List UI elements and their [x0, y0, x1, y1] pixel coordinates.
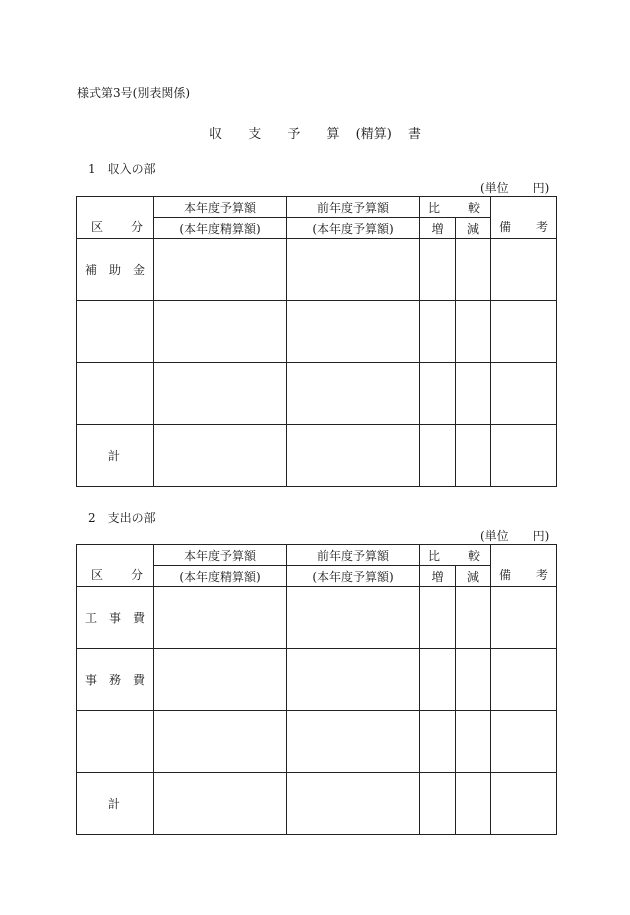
header-remarks — [491, 197, 557, 239]
header-current-settlement: (本年度精算額) — [154, 218, 287, 239]
cell-input[interactable] — [154, 587, 287, 649]
header-kubun-char: 分 — [130, 220, 143, 234]
table-row — [77, 301, 557, 363]
form-number: 様式第3号(別表関係) — [77, 86, 190, 100]
title-char: (精算) — [355, 127, 392, 142]
header-decrease: 減 — [456, 218, 491, 239]
income-table — [76, 196, 557, 487]
cell-input[interactable] — [456, 425, 491, 487]
table-row-total — [77, 425, 557, 487]
row-label-total: 計 — [77, 425, 154, 487]
header-comparison-char: 比 — [428, 548, 441, 563]
cell-input[interactable] — [154, 425, 287, 487]
header-kubun-char: 区 — [91, 220, 104, 234]
cell-input[interactable] — [456, 301, 491, 363]
cell-input[interactable] — [287, 711, 420, 773]
row-label-blank[interactable] — [77, 711, 154, 773]
header-remarks — [491, 545, 557, 587]
cell-input[interactable] — [420, 425, 456, 487]
unit-label: (単位 円) — [480, 181, 550, 195]
header-remarks-char: 考 — [535, 220, 548, 234]
title-char: 収 — [209, 127, 223, 142]
cell-input[interactable] — [154, 239, 287, 301]
header-kubun — [77, 545, 154, 587]
table-row — [77, 239, 557, 301]
header-current-budget: 本年度予算額 — [154, 197, 287, 218]
cell-input[interactable] — [287, 425, 420, 487]
table-row — [77, 711, 557, 773]
header-prev-paren: (本年度予算額) — [287, 218, 420, 239]
header-current-budget: 本年度予算額 — [154, 545, 287, 566]
header-kubun — [77, 197, 154, 239]
row-label-total: 計 — [77, 773, 154, 835]
header-comparison — [420, 197, 491, 218]
header-remarks-char: 備 — [499, 220, 512, 234]
cell-input[interactable] — [491, 239, 557, 301]
cell-input[interactable] — [287, 773, 420, 835]
table-row — [77, 587, 557, 649]
cell-input[interactable] — [287, 649, 420, 711]
header-prev-budget: 前年度予算額 — [287, 545, 420, 566]
cell-input[interactable] — [491, 711, 557, 773]
cell-input[interactable] — [456, 773, 491, 835]
cell-input[interactable] — [154, 773, 287, 835]
row-label-blank[interactable] — [77, 301, 154, 363]
cell-input[interactable] — [287, 301, 420, 363]
cell-input[interactable] — [491, 773, 557, 835]
cell-input[interactable] — [420, 301, 456, 363]
header-decrease: 減 — [456, 566, 491, 587]
cell-input[interactable] — [420, 587, 456, 649]
row-label-construction: 工 事 費 — [77, 587, 154, 649]
cell-input[interactable] — [287, 239, 420, 301]
document-title — [0, 123, 630, 142]
title-char: 支 — [248, 127, 262, 142]
cell-input[interactable] — [456, 239, 491, 301]
row-label-office: 事 務 費 — [77, 649, 154, 711]
header-prev-budget: 前年度予算額 — [287, 197, 420, 218]
title-char: 予 — [287, 127, 301, 142]
header-comparison-char: 較 — [467, 200, 480, 215]
cell-input[interactable] — [154, 649, 287, 711]
section-title-income: 1 収入の部 — [88, 162, 156, 176]
cell-input[interactable] — [456, 649, 491, 711]
cell-input[interactable] — [456, 363, 491, 425]
cell-input[interactable] — [420, 239, 456, 301]
header-comparison-char: 較 — [467, 548, 480, 563]
cell-input[interactable] — [491, 301, 557, 363]
cell-input[interactable] — [491, 649, 557, 711]
cell-input[interactable] — [491, 363, 557, 425]
header-increase: 増 — [420, 218, 456, 239]
header-kubun-char: 区 — [91, 568, 104, 582]
header-comparison-char: 比 — [428, 200, 441, 215]
cell-input[interactable] — [456, 587, 491, 649]
row-label-blank[interactable] — [77, 363, 154, 425]
cell-input[interactable] — [420, 363, 456, 425]
cell-input[interactable] — [456, 711, 491, 773]
header-remarks-char: 備 — [499, 568, 512, 582]
header-increase: 増 — [420, 566, 456, 587]
row-label-subsidy: 補 助 金 — [77, 239, 154, 301]
header-kubun-char: 分 — [130, 568, 143, 582]
cell-input[interactable] — [154, 363, 287, 425]
cell-input[interactable] — [287, 363, 420, 425]
cell-input[interactable] — [420, 711, 456, 773]
cell-input[interactable] — [154, 711, 287, 773]
table-row — [77, 363, 557, 425]
cell-input[interactable] — [287, 587, 420, 649]
unit-label: (単位 円) — [480, 529, 550, 543]
header-comparison — [420, 545, 491, 566]
table-row-total — [77, 773, 557, 835]
header-remarks-char: 考 — [535, 568, 548, 582]
cell-input[interactable] — [491, 587, 557, 649]
section-title-expense: 2 支出の部 — [88, 511, 156, 525]
cell-input[interactable] — [491, 425, 557, 487]
header-prev-paren: (本年度予算額) — [287, 566, 420, 587]
title-char: 書 — [407, 127, 421, 142]
cell-input[interactable] — [420, 649, 456, 711]
title-char: 算 — [326, 127, 340, 142]
expense-table — [76, 544, 557, 835]
cell-input[interactable] — [154, 301, 287, 363]
header-current-settlement: (本年度精算額) — [154, 566, 287, 587]
table-row — [77, 649, 557, 711]
cell-input[interactable] — [420, 773, 456, 835]
